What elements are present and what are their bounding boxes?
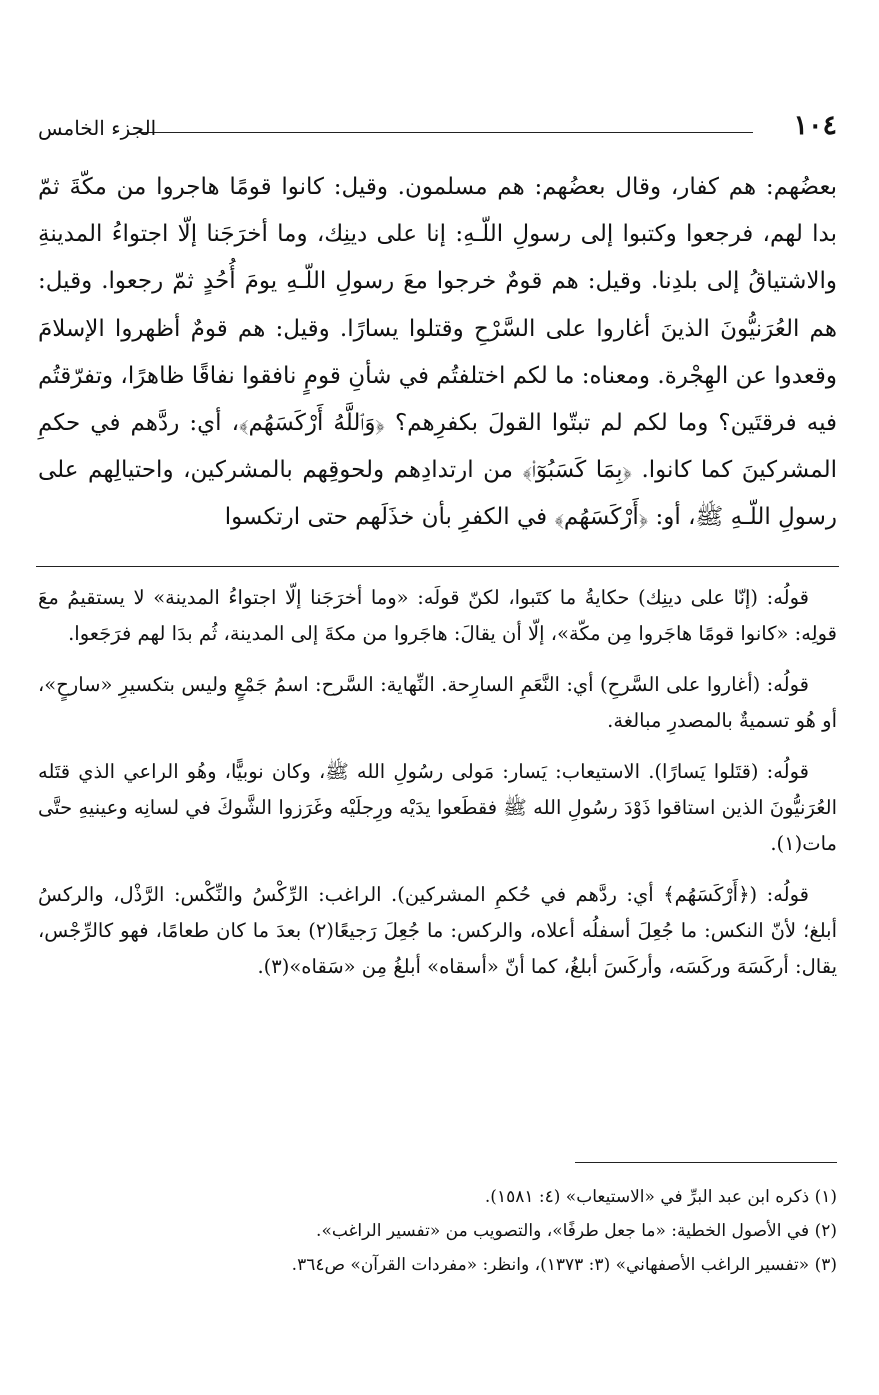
commentary-paragraph-2: قولُه: (أغاروا على السَّرحِ) أي: النَّعَمِ السارِحة. النِّهاية: السَّرح: اسمُ جَمْعٍ وليس بتكسيرِ «سارحٍ»، أو هُو تسميةٌ بالمصدرِ مبالغة. (38, 673, 837, 732)
footnotes (38, 1180, 837, 1282)
main-paragraph: بعضُهم: هم كفار، وقال بعضُهم: هم مسلمون. وقيل: كانوا قومًا هاجروا من مكّةَ ثمّ بدا لهم، فرجعوا وكتبوا إلى رسولِ اللّـهِ: إنا على دينِك، وما أخرَجَنا إلّا اجتواءُ المدينةِ والاشتياقُ إلى بلدِنا. وقيل: هم قومٌ خرجوا معَ رسولِ اللّـهِ يومَ أُحُدٍ ثمّ رجعوا. وقيل: هم العُرَنيُّونَ الذينَ أغاروا على السَّرْحِ وقتلوا يسارًا. وقيل: هم قومٌ أظهروا الإسلامَ وقعدوا عن الهِجْرة. ومعناه: ما لكم اختلفتُم في شأنِ قومٍ نافقوا نفاقًا ظاهرًا، وتفرّقتُم فيه فرقتَين؟ وما لكم لم تبتّوا القولَ بكفرِهم؟ ﴿وَٱللَّهُ أَرْكَسَهُم﴾، أي: ردَّهم في حكمِ المشركينَ كما كانوا. ﴿بِمَا كَسَبُوٓا۟﴾ من ارتدادِهم ولحوقِهم بالمشركين، واحتيالِهم على رسولِ اللّـهِ ﷺ، أو: ﴿أَرْكَسَهُم﴾ في الكفرِ بأن خذَلَهم حتى ارتكسوا (38, 174, 837, 531)
main-text (38, 164, 837, 542)
commentary-paragraph-3: قولُه: (قتَلوا يَسارًا). الاستيعاب: يَسار: مَولى رسُولِ الله ﷺ، وكان نوبيًّا، وهُو الراعي الذي قتَله العُرَنيُّونَ الذين استاقوا ذَوْدَ رسُولِ الله ﷺ فقطَعوا يدَيْه ورِجلَيْه وغَرَزوا الشَّوكَ في لسانِه وعينيهِ حتَّى مات(١). (38, 760, 837, 855)
footnote-2: (٢) في الأصول الخطية: «ما جعل طرفًا»، والتصويب من «تفسير الراغب». (316, 1221, 837, 1241)
footnote-rule (575, 1162, 837, 1163)
running-title: الجزء الخامس (38, 116, 157, 140)
text-separator-rule (36, 566, 839, 567)
page-number: ١٠٤ (793, 110, 837, 141)
commentary-paragraph-4: قولُه: (﴿أَرْكَسَهُم﴾ أي: ردَّهم في حُكمِ المشركين). الراغب: الرِّكْسُ والنِّكْس: الرَّذْل، والركسُ أبلغ؛ لأنّ النكس: ما جُعِلَ أسفلُه أعلاه، والركس: ما جُعِلَ رَجيعًا(٢) بعدَ ما كان طعامًا، فهو كالرِّجْس، يقال: أركَسَهَ وركَسَه، وأركَسَ أبلغُ، كما أنّ «أسقاه» أبلغُ مِن «سَقاه»(٣). (38, 883, 837, 978)
footnote-3: (٣) «تفسير الراغب الأصفهاني» (٣: ١٣٧٣)، وانظر: «مفردات القرآن» ص٣٦٤. (291, 1255, 837, 1275)
commentary-paragraph-1: قولُه: (إنّا على دينِك) حكايةُ ما كتَبوا، لكنّ قولَه: «وما أخرَجَنا إلّا اجتواءُ المدينة» لا يستقيمُ معَ قولِه: «كانوا قومًا هاجَروا مِن مكّة»، إلّا أن يقالَ: هاجَروا من مكةَ إلى المدينة، ثُم بدَا لهم فرَجَعوا. (38, 586, 837, 645)
footnote-1: (١) ذكره ابن عبد البرِّ في «الاستيعاب» (٤: ١٥٨١). (484, 1187, 837, 1207)
header-rule (138, 132, 753, 133)
commentary-section (38, 580, 837, 1000)
page-header (38, 108, 837, 152)
